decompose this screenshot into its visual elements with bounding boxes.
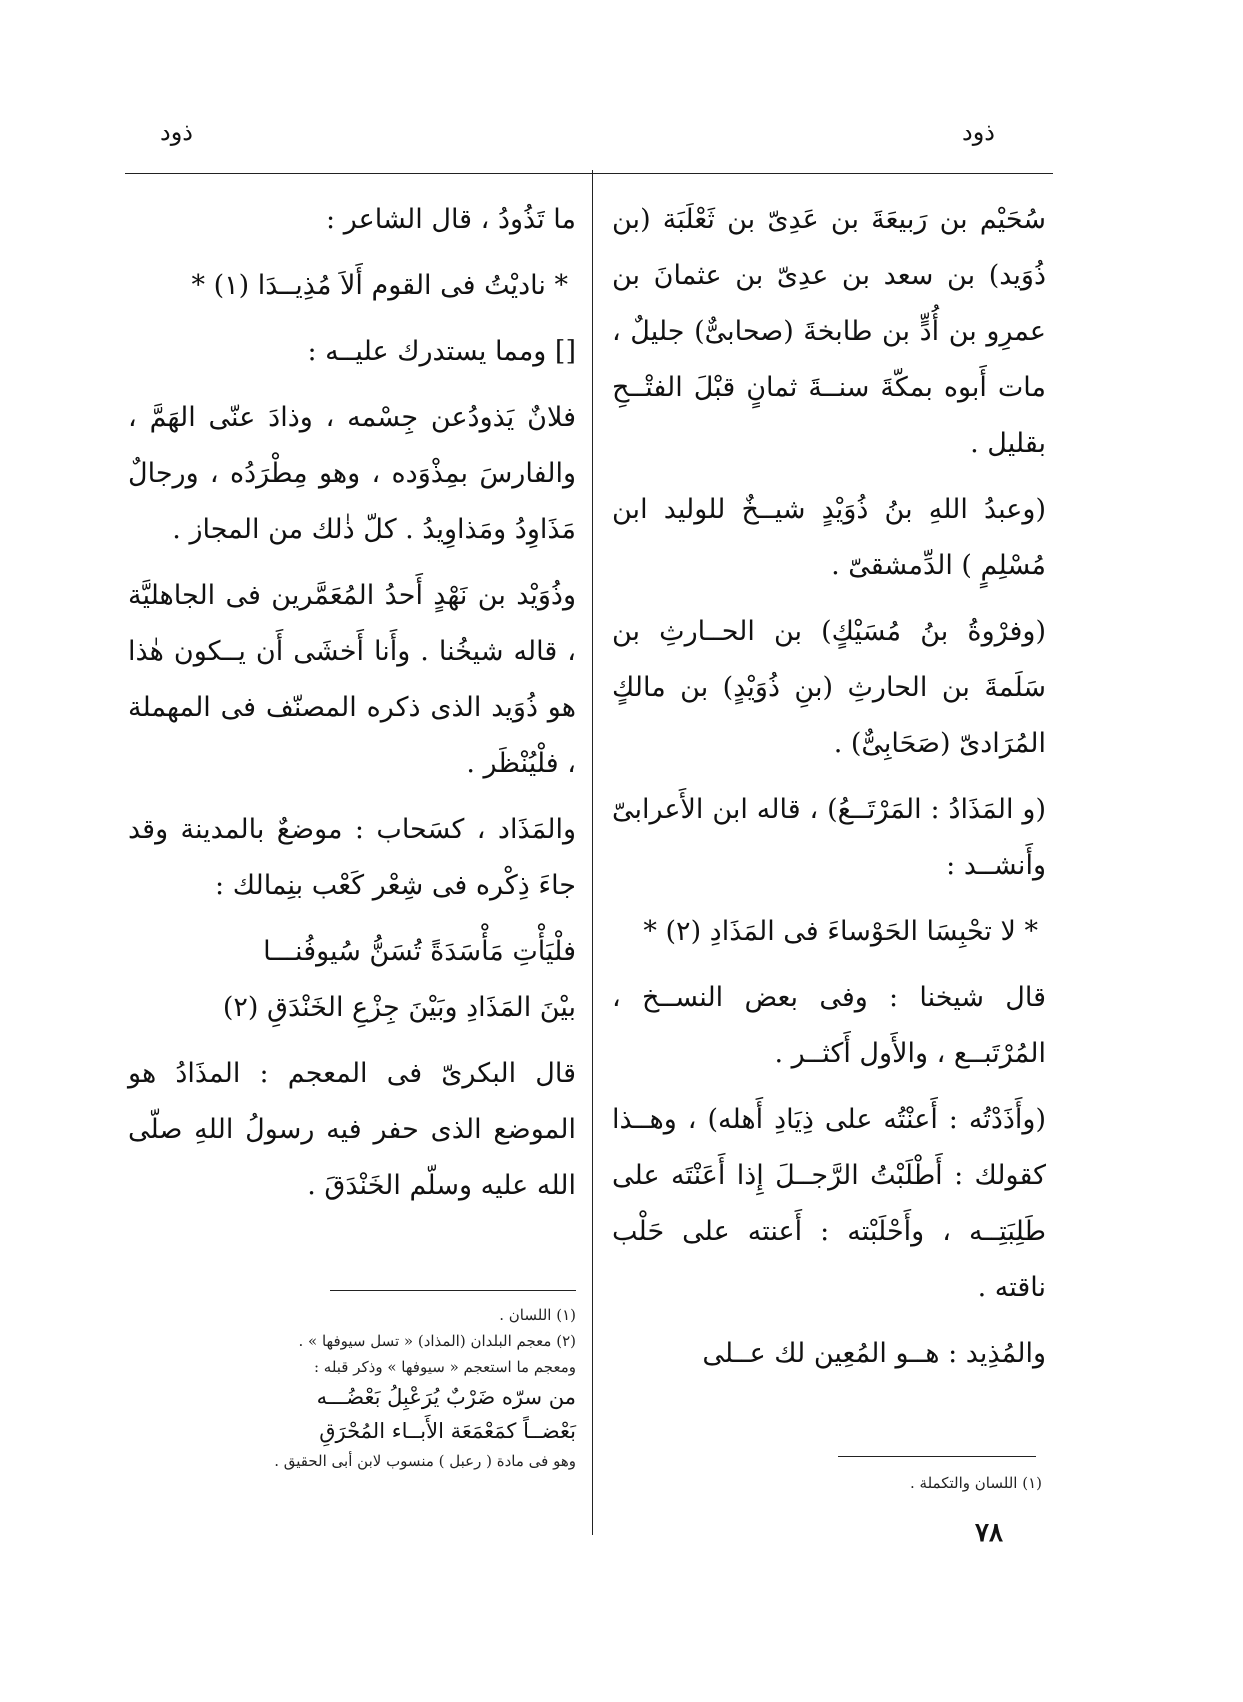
verse-couplet [128, 924, 576, 1036]
footnote-verse-line: من سرّه ضَرْبٌ يُرَعْبِلُ بَعْضُـــه [316, 1385, 576, 1409]
footnote-verse-line: بَعْضــاً كمَعْمَعَة الأَبــاء المُحْرَقِ [319, 1419, 576, 1443]
running-header-right: ذود [962, 118, 995, 146]
verse-line: فلْيَأْتِ مَأْسَدَةً تُسَنُّ سُيوفُنـــا [263, 936, 576, 967]
paragraph: (وعبدُ اللهِ بنُ ذُوَيْدٍ شيــخٌ للوليد ابن مُسْلِمٍ ) الدِّمشقىّ . [612, 494, 1046, 581]
footnote: ومعجم ما استعجم « سيوفها » وذكر قبله : [313, 1358, 576, 1376]
column-divider [592, 170, 593, 1535]
page-number: ٧٨ [975, 1518, 1003, 1548]
header-rule [125, 173, 1053, 174]
right-column [612, 192, 1046, 1392]
paragraph: [] ومما يستدرك عليــه : [307, 336, 576, 367]
footnotes-right [612, 1470, 1042, 1496]
footnote: (١) اللسان والتكملة . [910, 1474, 1042, 1492]
verse-line: * ناديْتُ فى القوم أَلاَ مُذِيــدَا (١) * [191, 270, 568, 301]
footnote-rule-left [330, 1290, 576, 1291]
paragraph: قال البكرىّ فى المعجم : المذَادُ هو الموضع الذى حفر فيه رسولُ اللهِ صلّى الله عليه وسلّم الخَنْدَقَ . [128, 1058, 576, 1201]
paragraph: (و المَذَادُ : المَرْتَــعُ) ، قاله ابن الأَعرابىّ وأَنشــد : [612, 794, 1046, 881]
footnote: وهو فى مادة ( رعبل ) منسوب لابن أبى الحقيق . [274, 1452, 576, 1470]
verse-line: * لا تحْبِسَا الحَوْساءَ فى المَذَادِ (٢) * [643, 916, 1038, 947]
paragraph: والمَذَاد ، كسَحاب : موضعٌ بالمدينة وقد جاءَ ذِكْره فى شِعْر كَعْب بنِمالك : [128, 814, 576, 901]
paragraph: (وأَذَدْتُه : أَعنْتُه على ذِيَادِ أَهله) ، وهــذا كقولك : أَطْلَبْتُ الرَّجــلَ إِذا أَعَنْتَه على طَلِبَتِــه ، وأَحْلَبْته : أَعنته على حَلْب ناقته . [612, 1104, 1046, 1303]
paragraph: قال شيخنا : وفى بعض النســخ ، المُرْتَبــع ، والأَول أَكثــر . [612, 982, 1046, 1069]
paragraph: فلانٌ يَذودُعن جِسْمه ، وذادَ عنّى الهَمَّ ، والفارسَ بمِذْوَده ، وهو مِطْرَدُه ، ورجالٌ مَذَاوِدُ ومَذاوِيدُ . كلّ ذٰلك من المجاز . [128, 402, 576, 545]
paragraph: سُحَيْم بن رَبيعَةَ بن عَدِىّ بن ثَعْلَبَة (بن ذُوَيد) بن سعد بن عدِىّ بن عثمانَ بن عمرِو بن أُدٍّ بن طابخةَ (صحابىٌّ) جليلٌ ، مات أَبوه بمكّةَ سنــةَ ثمانٍ قبْلَ الفتْــحِ بقليل . [612, 204, 1046, 459]
footnote: (١) اللسان . [499, 1306, 576, 1324]
left-column [128, 192, 576, 1224]
paragraph: ما تَذُودُ ، قال الشاعر : [326, 204, 576, 235]
footnote: (٢) معجم البلدان (المذاد) « تسل سيوفها » . [298, 1332, 576, 1350]
footnotes-left [128, 1302, 576, 1474]
footnote-rule-right [838, 1456, 1036, 1457]
paragraph: وذُوَيْد بن نَهْدٍ أَحدُ المُعَمَّرين فى الجاهليَّة ، قاله شيخُنا . وأَنا أَخشَى أَن يــكون هٰذا هو ذُوَيد الذى ذكره المصنّف فى المهملة ، فلْيُنْظَر . [128, 580, 576, 779]
paragraph: والمُذِيد : هــو المُعِين لك عــلى [702, 1338, 1046, 1369]
paragraph: (وفرْوةُ بنُ مُسَيْكٍ) بن الحــارثِ بن سَلَمةَ بن الحارثِ (بنِ ذُوَيْدٍ) بن مالكٍ المُرَادىّ (صَحَابِىٌّ) . [612, 616, 1046, 759]
verse-line: بيْنَ المَذَادِ وبَيْنَ جِزْعِ الخَنْدَقِ (٢) [222, 992, 576, 1023]
running-header-left: ذود [160, 118, 193, 146]
